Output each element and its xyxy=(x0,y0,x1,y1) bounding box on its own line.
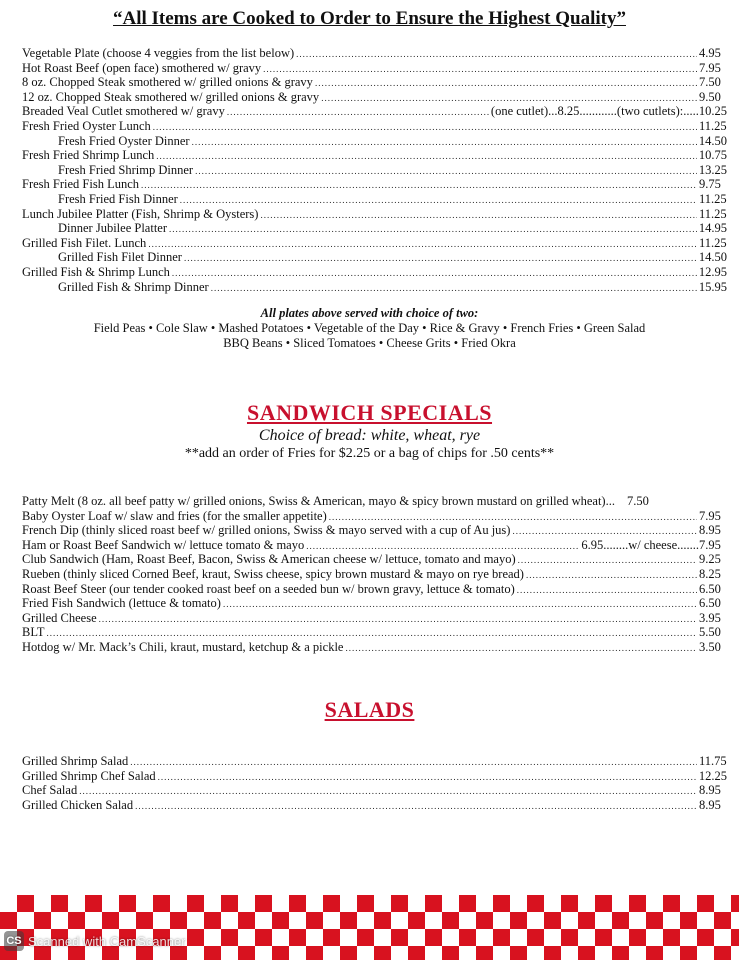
dot-leader xyxy=(153,120,697,135)
menu-item xyxy=(22,207,727,222)
dot-leader xyxy=(156,149,697,164)
dot-leader xyxy=(184,251,697,266)
dot-leader xyxy=(227,105,489,120)
menu-item xyxy=(22,46,727,61)
menu-item-name: Dinner Jubilee Platter xyxy=(58,221,167,236)
menu-item-price: 11.25 xyxy=(699,235,727,250)
menu-item xyxy=(22,119,727,134)
menu-item xyxy=(22,754,727,769)
menu-item-name: 8 oz. Chopped Steak smothered w/ grilled onions & gravy xyxy=(22,75,313,90)
menu-item-name: Grilled Shrimp Salad xyxy=(22,754,129,768)
menu-item-name: Baby Oyster Loaf w/ slaw and fries (for the smaller appetite) xyxy=(22,508,327,523)
dot-leader xyxy=(195,164,697,179)
menu-item xyxy=(22,61,727,76)
menu-item-price: 10.75 xyxy=(698,148,727,163)
menu-item-price: 11.25 xyxy=(699,191,727,206)
menu-item xyxy=(22,625,727,640)
sides-line-1: Field Peas • Cole Slaw • Mashed Potatoes • Vegetable of the Day • Rice & Gravy • French Fries • Green Salad xyxy=(93,321,646,335)
menu-item-price: 14.50 xyxy=(698,133,727,148)
menu-item-price: 11.25 xyxy=(699,206,727,221)
menu-item-option: 6.95........w/ cheese....... xyxy=(581,537,699,552)
menu-item-name: Roast Beef Steer (our tender cooked roast beef on a seeded bun w/ brown gravy, lettuce & tomato) xyxy=(22,581,515,596)
menu-item-price: 3.50 xyxy=(699,639,721,654)
menu-item-price: 10.25 xyxy=(698,104,727,119)
menu-item-name: Club Sandwich (Ham, Roast Beef, Bacon, Swiss & American cheese w/ lettuce, tomato and mayo) xyxy=(22,552,516,567)
dot-leader xyxy=(158,770,697,785)
salads-section-title: SALADS xyxy=(324,697,415,722)
menu-item-name: Grilled Chicken Salad xyxy=(22,797,134,812)
menu-item xyxy=(22,192,727,207)
menu-item xyxy=(22,250,727,265)
menu-item xyxy=(22,90,727,105)
menu-item-option: (one cutlet)...8.25............(two cutlets):..... xyxy=(490,104,699,119)
menu-item xyxy=(22,221,727,236)
menu-item-price: 9.50 xyxy=(699,89,721,104)
menu-item-name: Patty Melt (8 oz. all beef patty w/ grilled onions, Swiss & American, mayo & spicy brown mustard on grilled wheat)... xyxy=(22,494,615,508)
menu-item-price: 11.25 xyxy=(699,118,727,133)
dot-leader xyxy=(321,91,697,106)
menu-item xyxy=(22,783,727,798)
menu-item-price: 7.95 xyxy=(699,537,721,552)
sandwich-section-title: SANDWICH SPECIALS xyxy=(246,400,493,425)
menu-item-name: Hotdog w/ Mr. Mack’s Chili, kraut, mustard, ketchup & a pickle xyxy=(22,639,344,654)
menu-item-name: Fresh Fried Shrimp Dinner xyxy=(58,162,194,177)
menu-item-name: Breaded Veal Cutlet smothered w/ gravy xyxy=(22,104,225,119)
menu-item-name: Fresh Fried Fish Dinner xyxy=(58,191,178,206)
dot-leader xyxy=(518,553,697,568)
dot-leader xyxy=(306,539,579,554)
menu-item-price: 3.95 xyxy=(699,610,721,625)
menu-item-name: Fresh Fried Shrimp Lunch xyxy=(22,148,155,163)
dot-leader xyxy=(135,799,697,814)
menu-item xyxy=(22,104,727,119)
menu-item-price: 14.95 xyxy=(698,221,727,236)
menu-item xyxy=(22,611,727,626)
menu-item-price: 6.50 xyxy=(699,581,721,596)
dot-leader xyxy=(211,281,697,296)
menu-item xyxy=(22,265,727,280)
dot-leader xyxy=(296,47,697,62)
dot-leader xyxy=(99,612,697,627)
menu-item-price: 7.95 xyxy=(699,508,721,523)
menu-item-name: Hot Roast Beef (open face) smothered w/ gravy xyxy=(22,60,262,75)
dot-leader xyxy=(345,641,697,656)
sides-block xyxy=(0,306,739,351)
menu-item xyxy=(22,177,727,192)
dot-leader xyxy=(130,755,697,770)
sides-lead: All plates above served with choice of two: xyxy=(260,306,479,320)
menu-item-price: 15.95 xyxy=(698,279,727,294)
menu-item-name: BLT xyxy=(22,625,45,640)
menu-item-name: Grilled Fish Filet Dinner xyxy=(58,250,182,265)
menu-item-price: 7.50 xyxy=(699,75,721,90)
menu-item xyxy=(22,134,727,149)
camscanner-watermark xyxy=(4,930,186,952)
menu-item xyxy=(22,523,727,538)
menu-item-name: Vegetable Plate (choose 4 veggies from the list below) xyxy=(22,46,295,60)
sandwich-menu-list xyxy=(22,494,727,655)
page-title: “All Items are Cooked to Order to Ensure the Highest Quality” xyxy=(113,8,626,29)
menu-item-price: 9.75 xyxy=(699,177,721,192)
dot-leader xyxy=(141,178,697,193)
menu-item-price: 7.95 xyxy=(699,60,721,75)
menu-item xyxy=(22,798,727,813)
menu-item xyxy=(22,494,727,509)
menu-item-name: Grilled Shrimp Chef Salad xyxy=(22,768,156,783)
menu-item xyxy=(22,509,727,524)
dot-leader xyxy=(169,222,697,237)
menu-item-name: French Dip (thinly sliced roast beef w/ grilled onions, Swiss & mayo served with a cup of Au jus) xyxy=(22,523,511,538)
menu-item xyxy=(22,163,727,178)
plates-menu-list xyxy=(22,46,727,294)
dot-leader xyxy=(46,626,697,641)
menu-item-name: Fresh Fried Oyster Lunch xyxy=(22,118,151,133)
menu-item-name: Fresh Fried Oyster Dinner xyxy=(58,133,190,148)
bread-choice: Choice of bread: white, wheat, rye xyxy=(258,427,481,444)
dot-leader xyxy=(223,597,697,612)
menu-item-price: 8.25 xyxy=(699,566,721,581)
menu-item xyxy=(22,538,727,553)
fries-addon-note: **add an order of Fries for $2.25 or a bag of chips for .50 cents** xyxy=(184,446,555,461)
menu-item xyxy=(22,567,727,582)
menu-item-name: Chef Salad xyxy=(22,783,78,798)
dot-leader xyxy=(260,208,697,223)
dot-leader xyxy=(512,524,697,539)
dot-leader xyxy=(148,237,697,252)
menu-item-price: 8.95 xyxy=(699,523,721,538)
dot-leader xyxy=(526,568,697,583)
dot-leader xyxy=(329,510,697,525)
menu-item-price: 13.25 xyxy=(698,162,727,177)
sides-line-2: BBQ Beans • Sliced Tomatoes • Cheese Grits • Fried Okra xyxy=(223,336,516,350)
menu-item-name: Grilled Cheese xyxy=(22,610,97,625)
menu-item-price: 7.50 xyxy=(626,494,649,508)
menu-item-price: 11.75 xyxy=(699,754,727,768)
menu-item-price: 14.50 xyxy=(698,250,727,265)
menu-item-name: Lunch Jubilee Platter (Fish, Shrimp & Oysters) xyxy=(22,206,259,221)
menu-item-name: Fried Fish Sandwich (lettuce & tomato) xyxy=(22,596,221,611)
menu-item xyxy=(22,552,727,567)
dot-leader xyxy=(315,76,697,91)
dot-leader xyxy=(180,193,697,208)
menu-item xyxy=(22,280,727,295)
menu-item-price: 12.95 xyxy=(698,264,727,279)
menu-item-price: 12.25 xyxy=(698,768,727,783)
dot-leader xyxy=(517,583,697,598)
dot-leader xyxy=(79,784,697,799)
menu-item-name: Rueben (thinly sliced Corned Beef, kraut, Swiss cheese, spicy brown mustard & mayo on rye bread) xyxy=(22,566,524,581)
menu-item-name: Ham or Roast Beef Sandwich w/ lettuce tomato & mayo xyxy=(22,537,305,552)
menu-item-price: 6.50 xyxy=(699,596,721,611)
salad-menu-list xyxy=(22,754,727,812)
dot-leader xyxy=(192,135,697,150)
menu-item-price: 4.95 xyxy=(699,46,721,60)
menu-item xyxy=(22,582,727,597)
watermark-text: Scanned with CamScanner xyxy=(28,933,186,949)
menu-item xyxy=(22,148,727,163)
menu-item-name: Grilled Fish Filet. Lunch xyxy=(22,235,147,250)
menu-item-price: 8.95 xyxy=(699,783,721,798)
dot-leader xyxy=(172,266,697,281)
dot-leader xyxy=(263,62,697,77)
menu-item-price: 5.50 xyxy=(699,625,721,640)
menu-item xyxy=(22,75,727,90)
menu-item-name: Grilled Fish & Shrimp Lunch xyxy=(22,264,170,279)
menu-item-name: Fresh Fried Fish Lunch xyxy=(22,177,140,192)
menu-item xyxy=(22,640,727,655)
menu-item xyxy=(22,596,727,611)
menu-item-price: 9.25 xyxy=(699,552,721,567)
menu-item xyxy=(22,236,727,251)
menu-item-name: 12 oz. Chopped Steak smothered w/ grilled onions & gravy xyxy=(22,89,320,104)
menu-item xyxy=(22,769,727,784)
menu-item-name: Grilled Fish & Shrimp Dinner xyxy=(58,279,209,294)
camscanner-icon: CS xyxy=(4,931,24,951)
menu-item-price: 8.95 xyxy=(699,797,721,812)
